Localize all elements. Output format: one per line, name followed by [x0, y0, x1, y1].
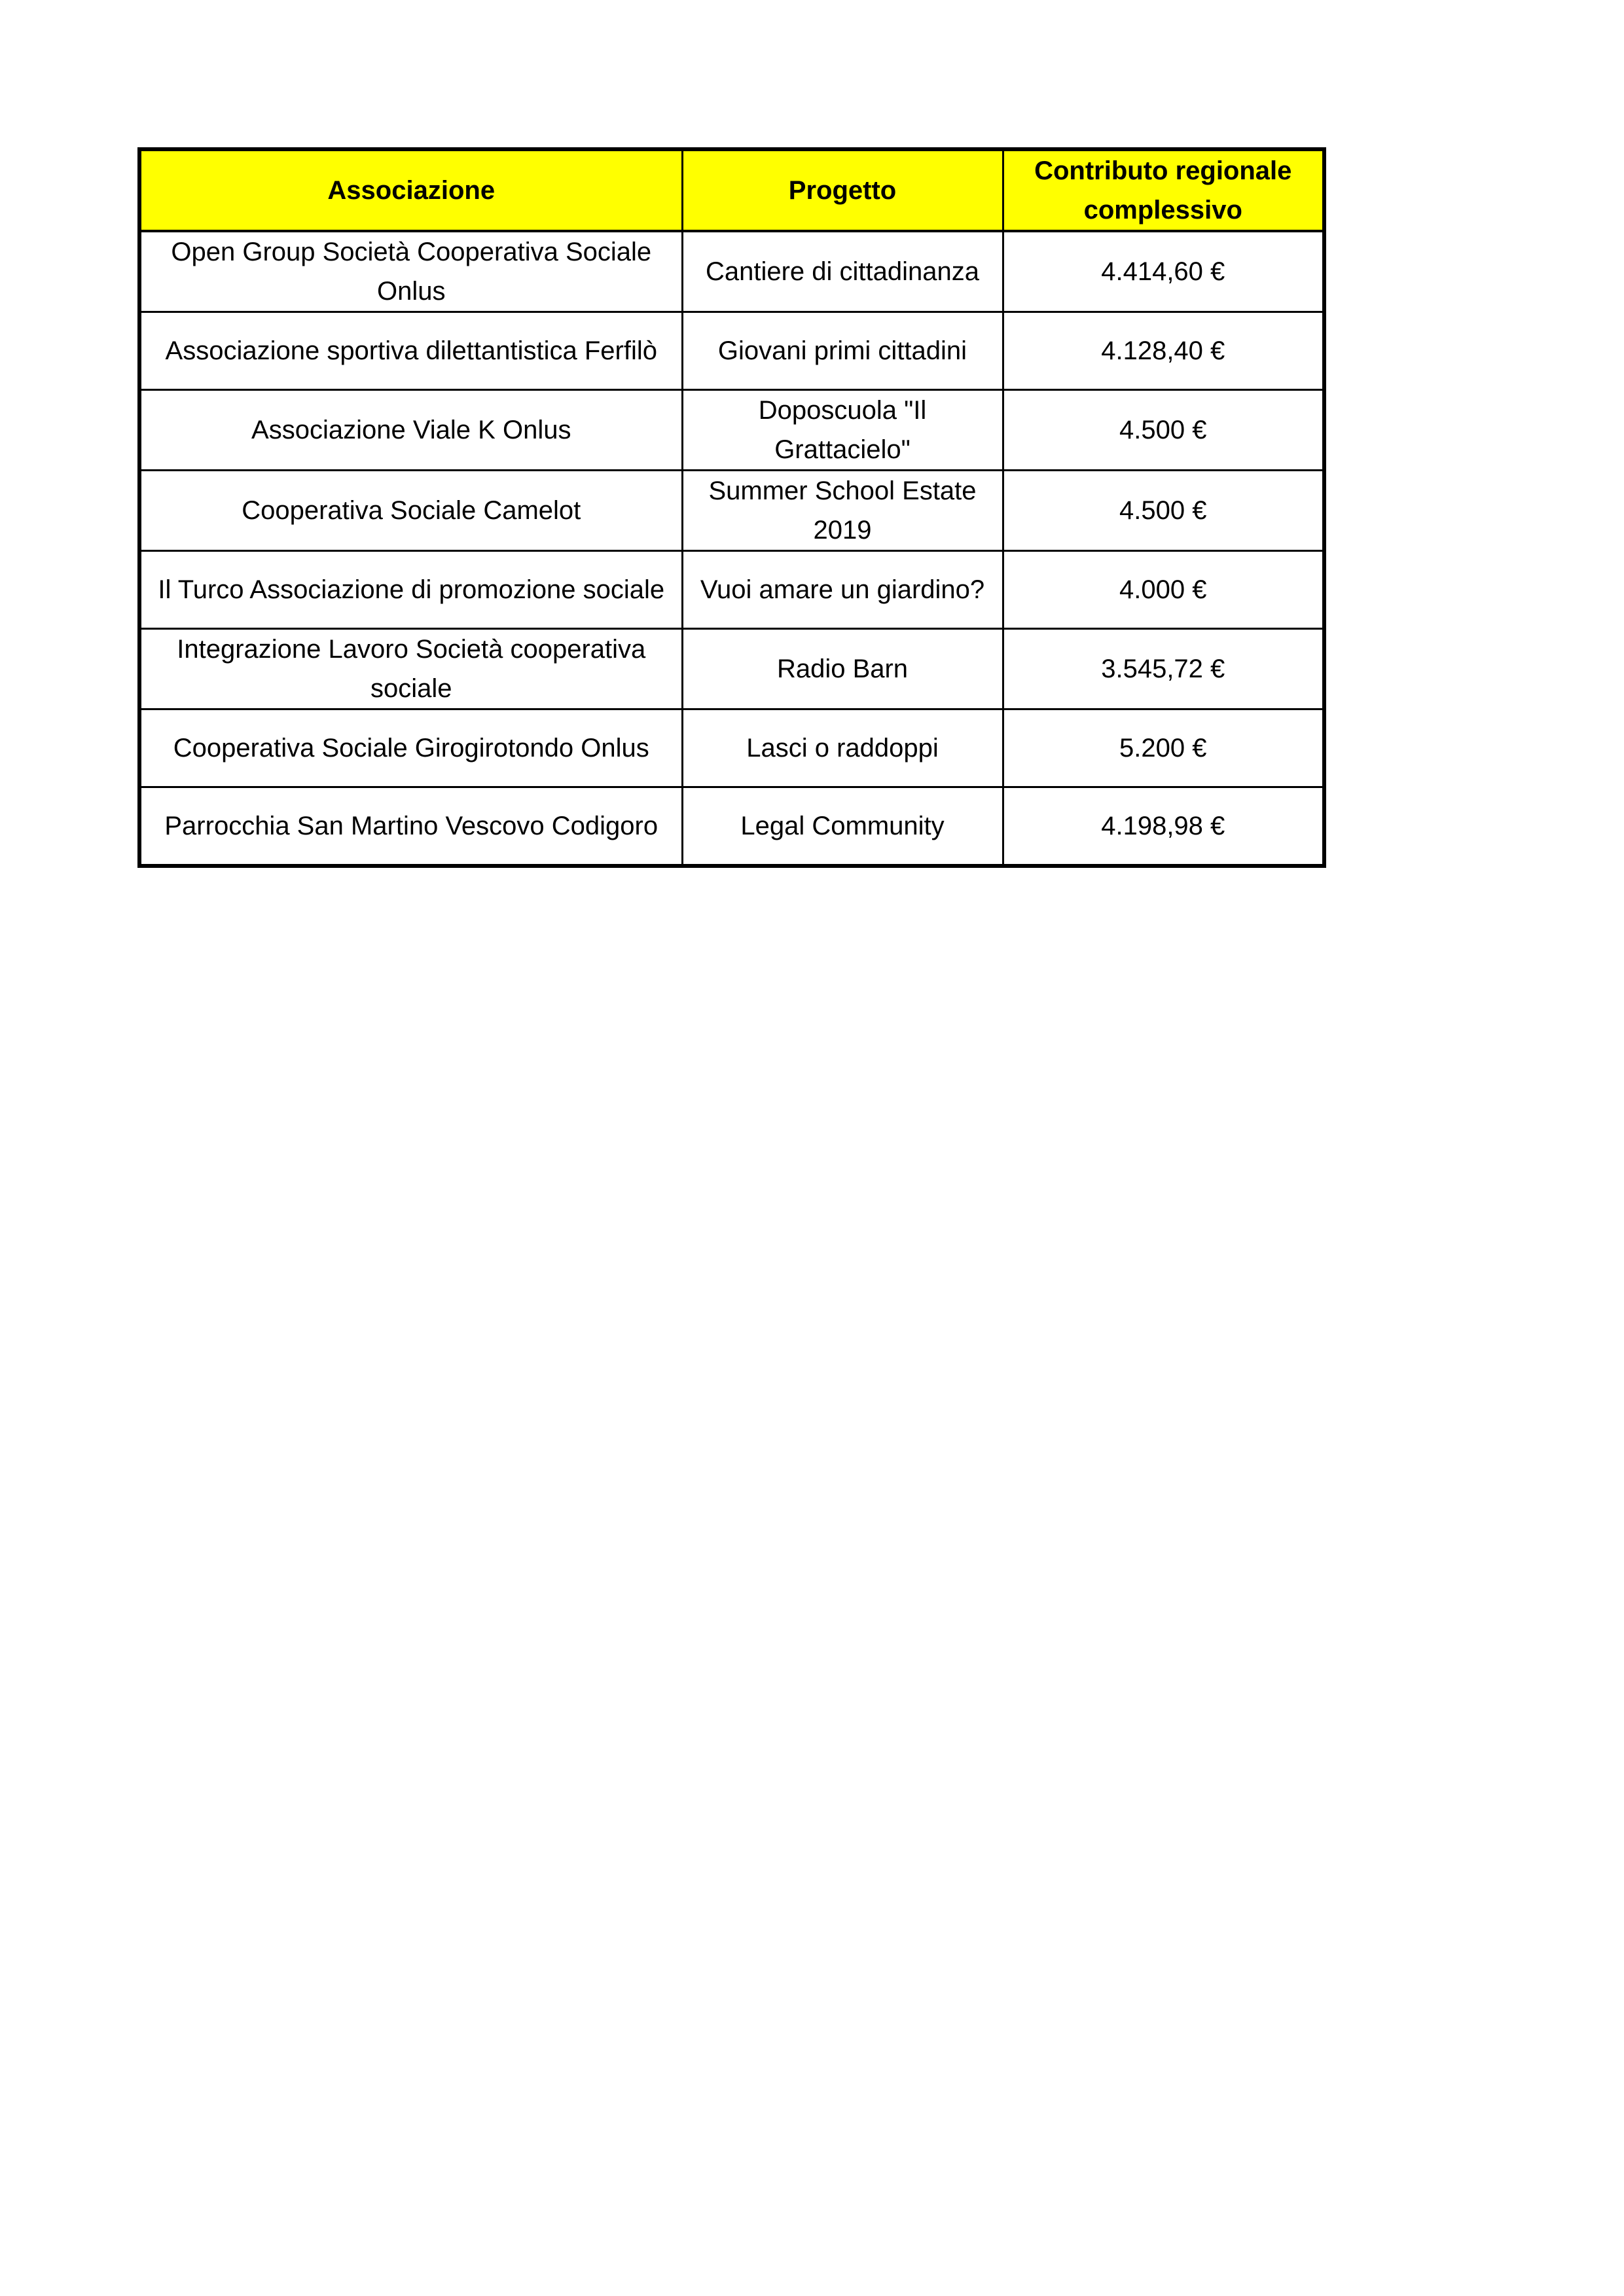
- contributions-table: [141, 151, 1322, 864]
- cell-associazione: Associazione sportiva dilettantistica Ferfilò: [141, 312, 682, 390]
- cell-associazione: Cooperativa Sociale Girogirotondo Onlus: [141, 709, 682, 787]
- table-row: [141, 471, 1322, 551]
- cell-progetto: Giovani primi cittadini: [682, 312, 1003, 390]
- cell-contributo: 3.545,72 €: [1003, 629, 1322, 709]
- table-header-row: [141, 151, 1322, 231]
- cell-contributo: 4.500 €: [1003, 390, 1322, 471]
- cell-contributo: 4.500 €: [1003, 471, 1322, 551]
- header-contributo: Contributo regionale complessivo: [1003, 151, 1322, 231]
- table-row: [141, 231, 1322, 312]
- cell-associazione: Associazione Viale K Onlus: [141, 390, 682, 471]
- table-row: [141, 551, 1322, 629]
- cell-progetto: Legal Community: [682, 787, 1003, 865]
- cell-progetto: Radio Barn: [682, 629, 1003, 709]
- table-row: [141, 312, 1322, 390]
- cell-contributo: 5.200 €: [1003, 709, 1322, 787]
- cell-contributo: 4.128,40 €: [1003, 312, 1322, 390]
- cell-associazione: Cooperativa Sociale Camelot: [141, 471, 682, 551]
- cell-progetto: Vuoi amare un giardino?: [682, 551, 1003, 629]
- cell-contributo: 4.000 €: [1003, 551, 1322, 629]
- cell-progetto: Lasci o raddoppi: [682, 709, 1003, 787]
- contributions-table-frame: [137, 147, 1326, 868]
- cell-progetto: Summer School Estate 2019: [682, 471, 1003, 551]
- cell-associazione: Integrazione Lavoro Società cooperativa sociale: [141, 629, 682, 709]
- header-associazione: Associazione: [141, 151, 682, 231]
- table-row: [141, 787, 1322, 865]
- cell-progetto: Cantiere di cittadinanza: [682, 231, 1003, 312]
- table-row: [141, 709, 1322, 787]
- cell-associazione: Parrocchia San Martino Vescovo Codigoro: [141, 787, 682, 865]
- table-row: [141, 390, 1322, 471]
- cell-associazione: Open Group Società Cooperativa Sociale Onlus: [141, 231, 682, 312]
- cell-progetto: Doposcuola "Il Grattacielo": [682, 390, 1003, 471]
- cell-contributo: 4.414,60 €: [1003, 231, 1322, 312]
- cell-contributo: 4.198,98 €: [1003, 787, 1322, 865]
- table-row: [141, 629, 1322, 709]
- header-progetto: Progetto: [682, 151, 1003, 231]
- cell-associazione: Il Turco Associazione di promozione sociale: [141, 551, 682, 629]
